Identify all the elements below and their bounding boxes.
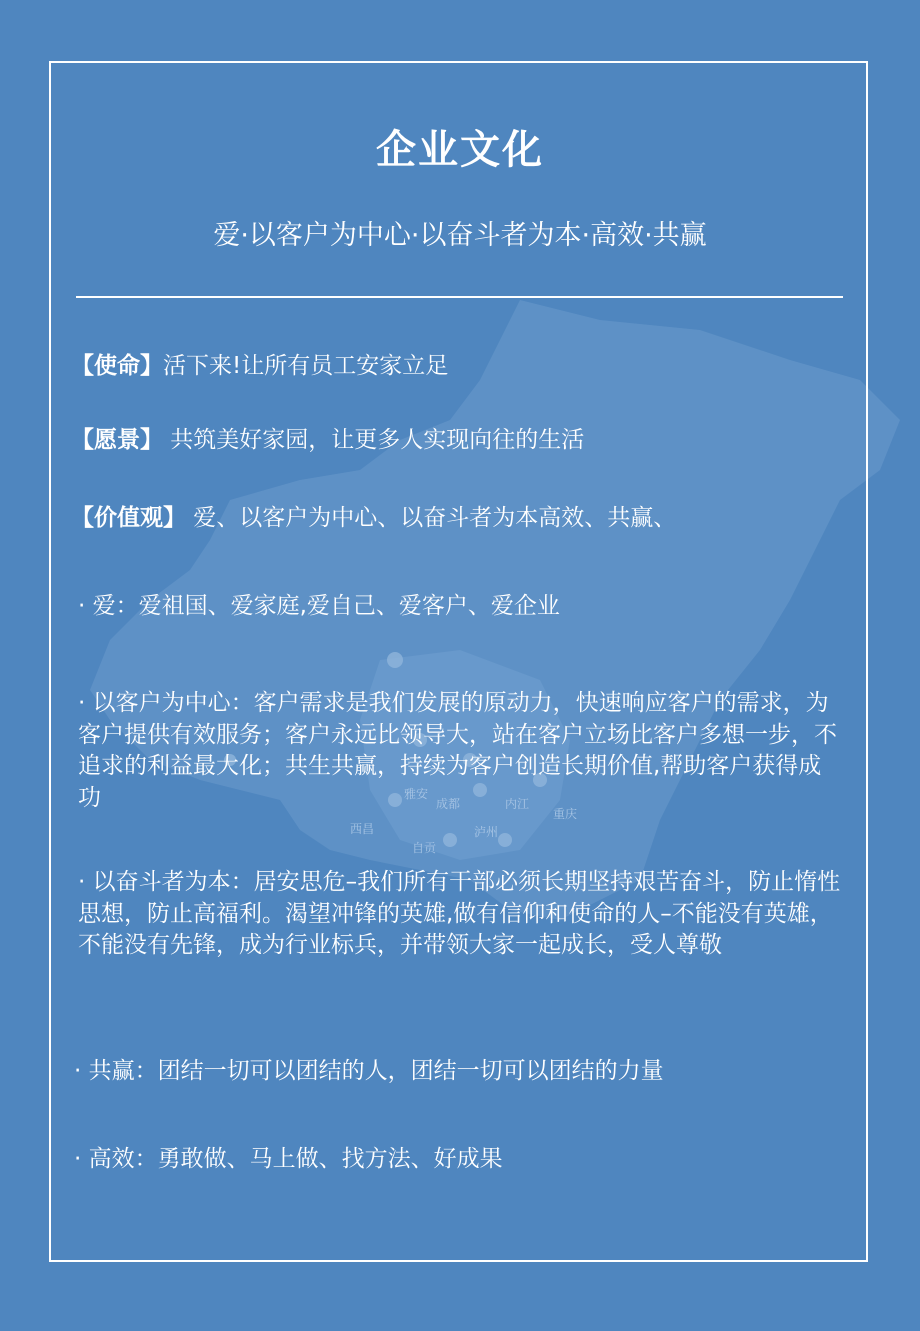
value-love: · 爱：爱祖国、爱家庭,爱自己、爱客户、爱企业 xyxy=(78,593,560,619)
vision-text: 共筑美好家园，让更多人实现向往的生活 xyxy=(163,427,585,453)
values-text: 爱、以客户为中心、以奋斗者为本高效、共赢、 xyxy=(186,505,677,531)
values-label: 【价值观】 xyxy=(71,505,186,531)
value-win-win: · 共赢：团结一切可以团结的人，团结一切可以团结的力量 xyxy=(74,1058,664,1084)
vision-line xyxy=(71,425,841,456)
values-line xyxy=(71,503,841,534)
mission-line xyxy=(71,351,841,382)
map-label-yaan: 雅安 xyxy=(404,787,429,801)
value-striver-based: · 以奋斗者为本：居安思危–我们所有干部必须长期坚持艰苦奋斗，防止惰性思想，防止高福利。渴望冲锋的英雄,做有信仰和使命的人–不能没有英雄，不能没有先锋，成为行业标兵，并带领大家一起成长，受人尊敬 xyxy=(78,869,841,958)
map-label-neijiang: 内江 xyxy=(505,797,530,811)
map-label-chengdu: 成都 xyxy=(436,797,461,811)
map-label-zigong: 自贡 xyxy=(412,841,437,855)
map-label-luzhou: 泸州 xyxy=(474,825,499,839)
divider xyxy=(76,296,843,298)
page-title: 企业文化 xyxy=(376,127,544,173)
mission-text: 活下来!让所有员工安家立足 xyxy=(163,353,449,379)
value-efficiency: · 高效：勇敢做、马上做、找方法、好成果 xyxy=(74,1146,503,1172)
mission-label: 【使命】 xyxy=(71,353,163,379)
map-label-chongqing: 重庆 xyxy=(553,807,578,821)
map-label-xichang: 西昌 xyxy=(350,822,375,836)
vision-label: 【愿景】 xyxy=(71,427,163,453)
value-customer-centric: · 以客户为中心：客户需求是我们发展的原动力，快速响应客户的需求，为客户提供有效服务；客户永远比领导大，站在客户立场比客户多想一步，不追求的利益最大化；共生共赢，持续为客户创造长期价值,帮助客户获得成功 xyxy=(78,690,837,811)
page-subtitle: 爱·以客户为中心·以奋斗者为本·高效·共赢 xyxy=(213,220,707,251)
